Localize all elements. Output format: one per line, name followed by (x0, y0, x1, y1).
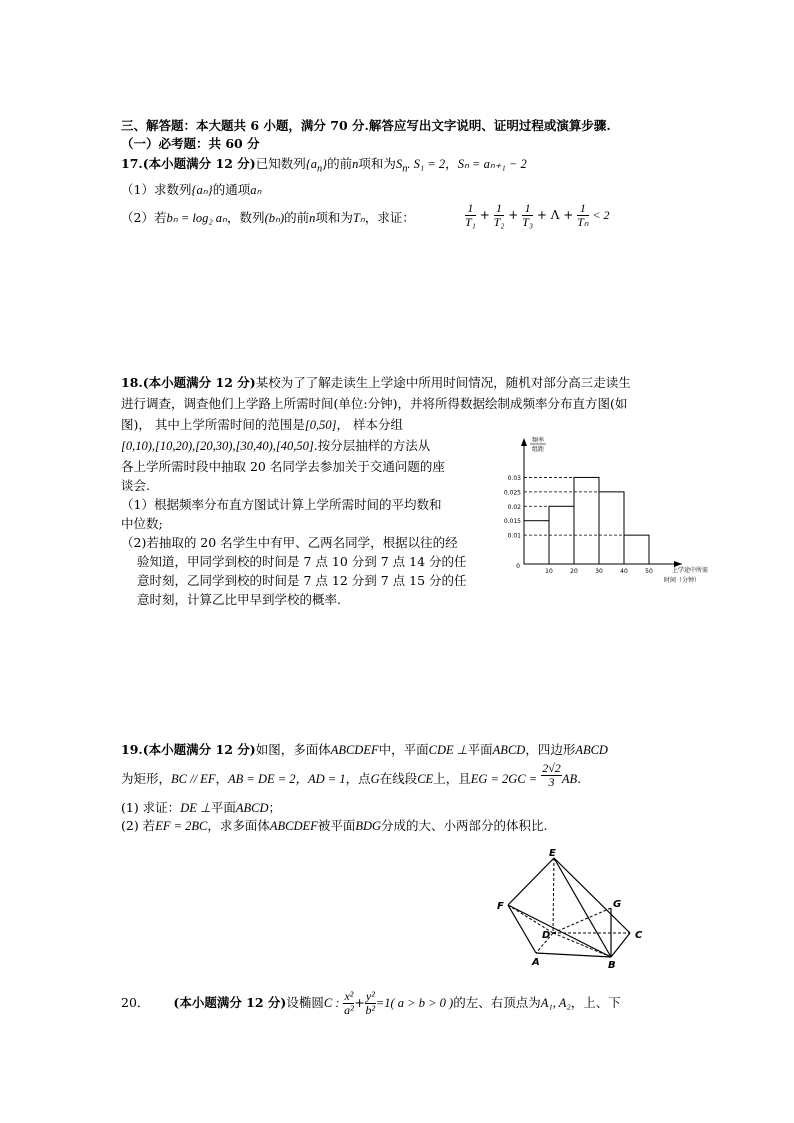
y-tick-label: 0.01 (507, 532, 521, 540)
label-A: A (532, 957, 540, 968)
x-axis-label-line2: 时间（分钟） (664, 577, 701, 584)
x-tick-label: 10 (545, 568, 553, 575)
x-tick-label: 30 (595, 568, 603, 575)
q20-head: (本小题满分 12 分) (173, 995, 287, 1010)
q19-part2: (2) 若EF = 2BC，求多面体ABCDEF被平面BDG分成的大、小两部分的体积比. (121, 818, 548, 833)
frequency-histogram (500, 434, 710, 594)
polyhedron-figure (490, 846, 660, 971)
q17-line1: 17.(本小题满分 12 分)已知数列$\{a_n\}$的前n项和为$S_n$. S₁ = 2，Sₙ = aₙ₊₁ − 2 (121, 156, 527, 175)
q17-part2: （2）若bₙ = log₂ aₙ，数列(bₙ)的前n项和为Tₙ，求证： (121, 210, 415, 225)
q17-inequality: $\frac{1}{\text{T₁}}$ + $\frac{1}{\text{T₂}}$ + $\frac{1}{\text{T₃}}$ + Λ + $\frac{1}{\text{Tₙ}}$ < 2 (465, 201, 610, 229)
edge-ED-hidden (553, 858, 554, 933)
q18-line5: 各上学所需时段中抽取 20 名同学去参加关于交通问题的座 (121, 459, 445, 474)
edge-DB-hidden (553, 933, 611, 957)
edge-FD-hidden (508, 905, 553, 933)
q18-part1b: 中位数; (121, 516, 163, 531)
edge-EC (554, 858, 630, 933)
label-B: B (608, 960, 616, 971)
histogram-bar (524, 521, 549, 564)
y-axis-label-top: 频率 (531, 437, 545, 444)
histogram-bar (599, 492, 624, 564)
q18-part1a: （1）根据频率分布直方图试计算上学所需时间的平均数和 (121, 497, 442, 512)
histogram-bar (624, 535, 649, 564)
y-tick-label: 0.03 (507, 474, 521, 482)
edge-AB (536, 953, 611, 957)
q19-line2: 为矩形，BC // EF，AB = DE = 2，AD = 1，点G在线段CE上，且EG = 2GC = $\frac{2√2}{3}$ AB. (121, 761, 582, 789)
edge-EF (508, 858, 554, 905)
q19-line1: 19.(本小题满分 12 分)如图，多面体ABCDEF中，平面CDE ⊥平面ABCD，四边形ABCD (121, 742, 608, 757)
histogram-bar (574, 477, 599, 564)
edge-BC (611, 933, 630, 957)
y-axis-label-bottom: 组距 (531, 446, 545, 453)
section-heading: 三、解答题：本大题共 6 小题，满分 70 分.解答应写出文字说明、证明过程或演算步骤. (121, 118, 611, 133)
q18-part2a: （2)若抽取的 20 名学生中有甲、乙两名同学，根据以往的经 (121, 535, 458, 550)
y-tick-label: 0.015 (503, 518, 521, 526)
q18-line6: 谈会. (121, 478, 150, 493)
q18-part2d: 意时刻，计算乙比甲早到学校的概率. (137, 592, 341, 607)
y-axis-arrow (521, 438, 527, 446)
q17-part1: （1）求数列{aₙ}的通项aₙ (121, 182, 262, 197)
q18-line3: 图)， 其中上学所需时间的范围是[0,50]， 样本分组 (121, 417, 403, 432)
q19-part1: (1) 求证：DE ⊥平面ABCD； (121, 800, 282, 815)
label-F: F (497, 901, 504, 912)
label-E: E (549, 848, 556, 859)
q18-part2c: 意时刻，乙同学到校的时间是 7 点 12 分到 7 点 15 分的任 (137, 573, 467, 588)
x-tick-label: 50 (645, 568, 653, 575)
q18-head: 18.(本小题满分 12 分) (121, 375, 256, 390)
q18-line1: 18.(本小题满分 12 分)某校为了了解走读生上学途中所用时间情况，随机对部分高三走读生 (121, 375, 631, 390)
section-subheading: （一）必考题：共 60 分 (121, 136, 260, 151)
q18-line2: 进行调查，调查他们上学路上所需时间(单位:分钟)，并将所得数据绘制成频率分布直方图(如 (121, 396, 628, 411)
origin-label: 0 (516, 563, 520, 570)
q20-line1: 20． (本小题满分 12 分)设椭圆C : $\frac{\text{x²}}{\text{a²}}$ + $\frac{\text{y²}}{\text{b²}}$ =1( a > b > 0 )的左、右顶点为A₁, A₂，上、下 (121, 989, 621, 1017)
q19-head: 19.(本小题满分 12 分) (121, 742, 256, 757)
label-G: G (613, 899, 622, 910)
x-axis-label-line1: 上学途中所需 (672, 567, 709, 574)
q18-line4: [0,10),[10,20),[20,30),[30,40),[40,50].按分层抽样的方法从 (121, 438, 431, 453)
q18-part2b: 验知道，甲同学到校的时间是 7 点 10 分到 7 点 14 分的任 (137, 554, 467, 569)
y-tick-label: 0.025 (503, 489, 521, 497)
q17-head: 17.(本小题满分 12 分) (121, 156, 256, 171)
label-D: D (542, 930, 551, 941)
edge-DG-hidden (553, 908, 611, 933)
label-C: C (635, 930, 643, 941)
x-tick-label: 40 (620, 568, 628, 575)
x-tick-label: 20 (570, 568, 578, 575)
y-tick-label: 0.02 (507, 503, 521, 511)
